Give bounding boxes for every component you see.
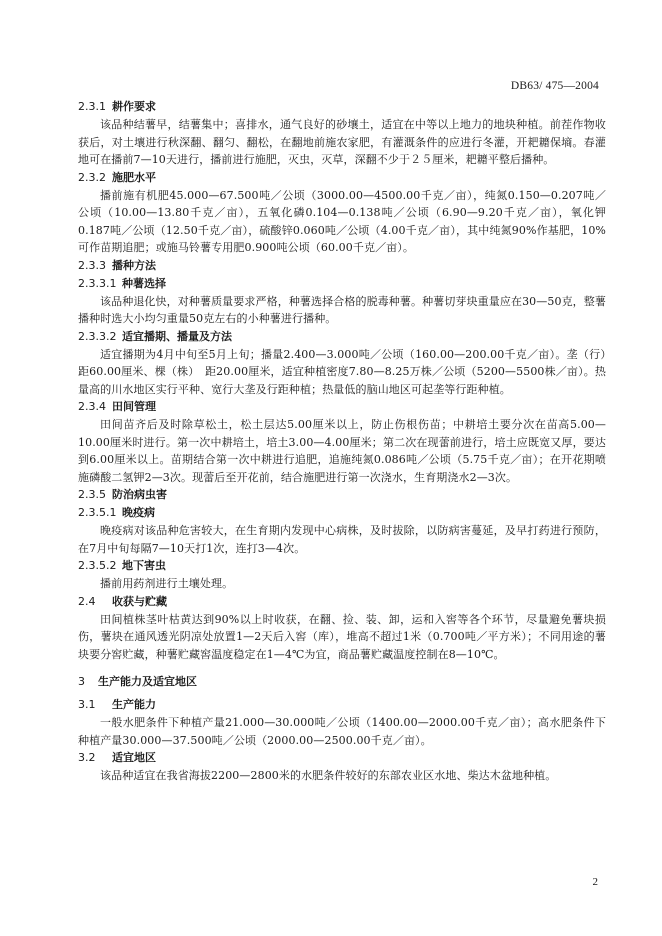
document-body (78, 98, 606, 785)
standard-code: DB63/ 475—2004 (510, 80, 599, 92)
section-paragraph: 该品种退化快，对种薯质量要求严格，种薯选择合格的脱毒种薯。种薯切芽块重量应在30—50克，整薯播种时选大小均匀重量50克左右的小种薯进行播种。 (78, 294, 606, 325)
section-paragraph: 播前用药剂进行土壤处理。 (100, 577, 234, 590)
section-heading: 2.3.2 施肥水平 (78, 170, 156, 184)
chapter-heading: 3 生产能力及适宜地区 (78, 675, 197, 688)
section-paragraph: 田间苗齐后及时除草松土，松土层达5.00厘米以上，防止伤根伤苗；中耕培土要分次在苗高5.00—10.00厘米时进行。第一次中耕培土，培土3.00—4.00厘米；第二次在现蕾前进行，培土应既宽又厚，要达到6.00厘米以上。苗期结合第一次中耕进行追肥，追施纯氮0.086吨／公顷（5.75千克／亩）；在开花期喷施磷酸二氢钾2—3次。现蕾后至开花前，结合施肥进行第一次浇水，生育期浇水2—3次。 (78, 418, 606, 484)
subsection-heading: 2.3.5.2 地下害虫 (78, 559, 166, 572)
subsection-heading: 2.3.3.2 适宜播期、播量及方法 (78, 329, 232, 343)
section-paragraph: 晚疫病对该品种危害较大，在生育期内发现中心病株，及时拔除，以防病害蔓延，及早打药进行预防，在7月中旬每隔7—10天打1次，连打3—4次。 (78, 524, 606, 555)
section-paragraph: 播前施有机肥45.000—67.500吨／公顷（3000.00—4500.00千克／亩），纯氮0.150—0.207吨／公顷（10.00—13.80千克／亩），五氧化磷0.104—0.138吨／公顷（6.90—9.20千克／亩），氧化钾0.187吨／公顷（12.50千克／亩），硫酸锌0.060吨／公顷（4.00千克／亩），其中纯氮90%作基肥，10%可作苗期追肥；或施马铃薯专用肥0.900吨公顷（60.00千克／亩）。 (78, 188, 606, 254)
section-heading: 2.3.1 耕作要求 (78, 100, 156, 113)
section-paragraph: 该品种结薯早，结薯集中；喜排水，通气良好的砂壤土，适宜在中等以上地力的地块种植。前茬作物收获后，对土壤进行秋深翻、翻匀、翻松，在翻地前施农家肥，有灌溉条件的应进行冬灌，开耙耱保墒。春灌地可在播前7—10天进行，播前进行施肥，灭虫，灭草，深翻不少于２５厘米，耙耱平整后播种。 (78, 118, 606, 166)
section-heading: 2.3.4 田间管理 (78, 400, 156, 413)
page-number: 2 (592, 876, 598, 888)
subsection-heading: 2.3.3.1 种薯选择 (78, 276, 166, 290)
section-paragraph: 该品种适宜在我省海拔2200—2800米的水肥条件较好的东部农业区水地、柴达木盆地种植。 (100, 769, 557, 782)
section-paragraph: 田间植株茎叶枯黄达到90%以上时收获，在翻、捡、装、卸，运和入窖等各个环节，尽量避免薯块损伤，薯块在通风透光阴凉处放置1—2天后入窖（库），堆高不超过1米（0.700吨／平方米）；不同用途的薯块要分窖贮藏，种薯贮藏窖温度稳定在1—4℃为宜，商品薯贮藏温度控制在8—10℃。 (78, 612, 606, 661)
section-heading: 3.2 适宜地区 (78, 751, 156, 764)
section-paragraph: 一般水肥条件下种植产量21.000—30.000吨／公顷（1400.00—2000.00千克／亩）；高水肥条件下种植产量30.000—37.500吨／公顷（2000.00—2500.00千克／亩）。 (78, 716, 606, 747)
subsection-heading: 2.3.5.1 晚疫病 (78, 506, 155, 519)
section-heading: 3.1 生产能力 (78, 698, 156, 711)
section-heading: 2.3.5 防治病虫害 (78, 488, 167, 501)
section-heading: 2.3.3 播种方法 (78, 258, 156, 272)
section-paragraph: 适宜播期为4月中旬至5月上旬；播量2.400—3.000吨／公顷（160.00—200.00千克／亩）。垄（行）距60.00厘米、棵（株） 距20.00厘米，适宜种植密度7.80—8.25万株／公顷（5200—5500株／亩）。热量高的川水地区实行平种、宽行大垄及行距种植；热量低的脑山地区可起垄等行距种植。 (78, 347, 606, 396)
section-heading: 2.4 收获与贮藏 (78, 594, 167, 608)
